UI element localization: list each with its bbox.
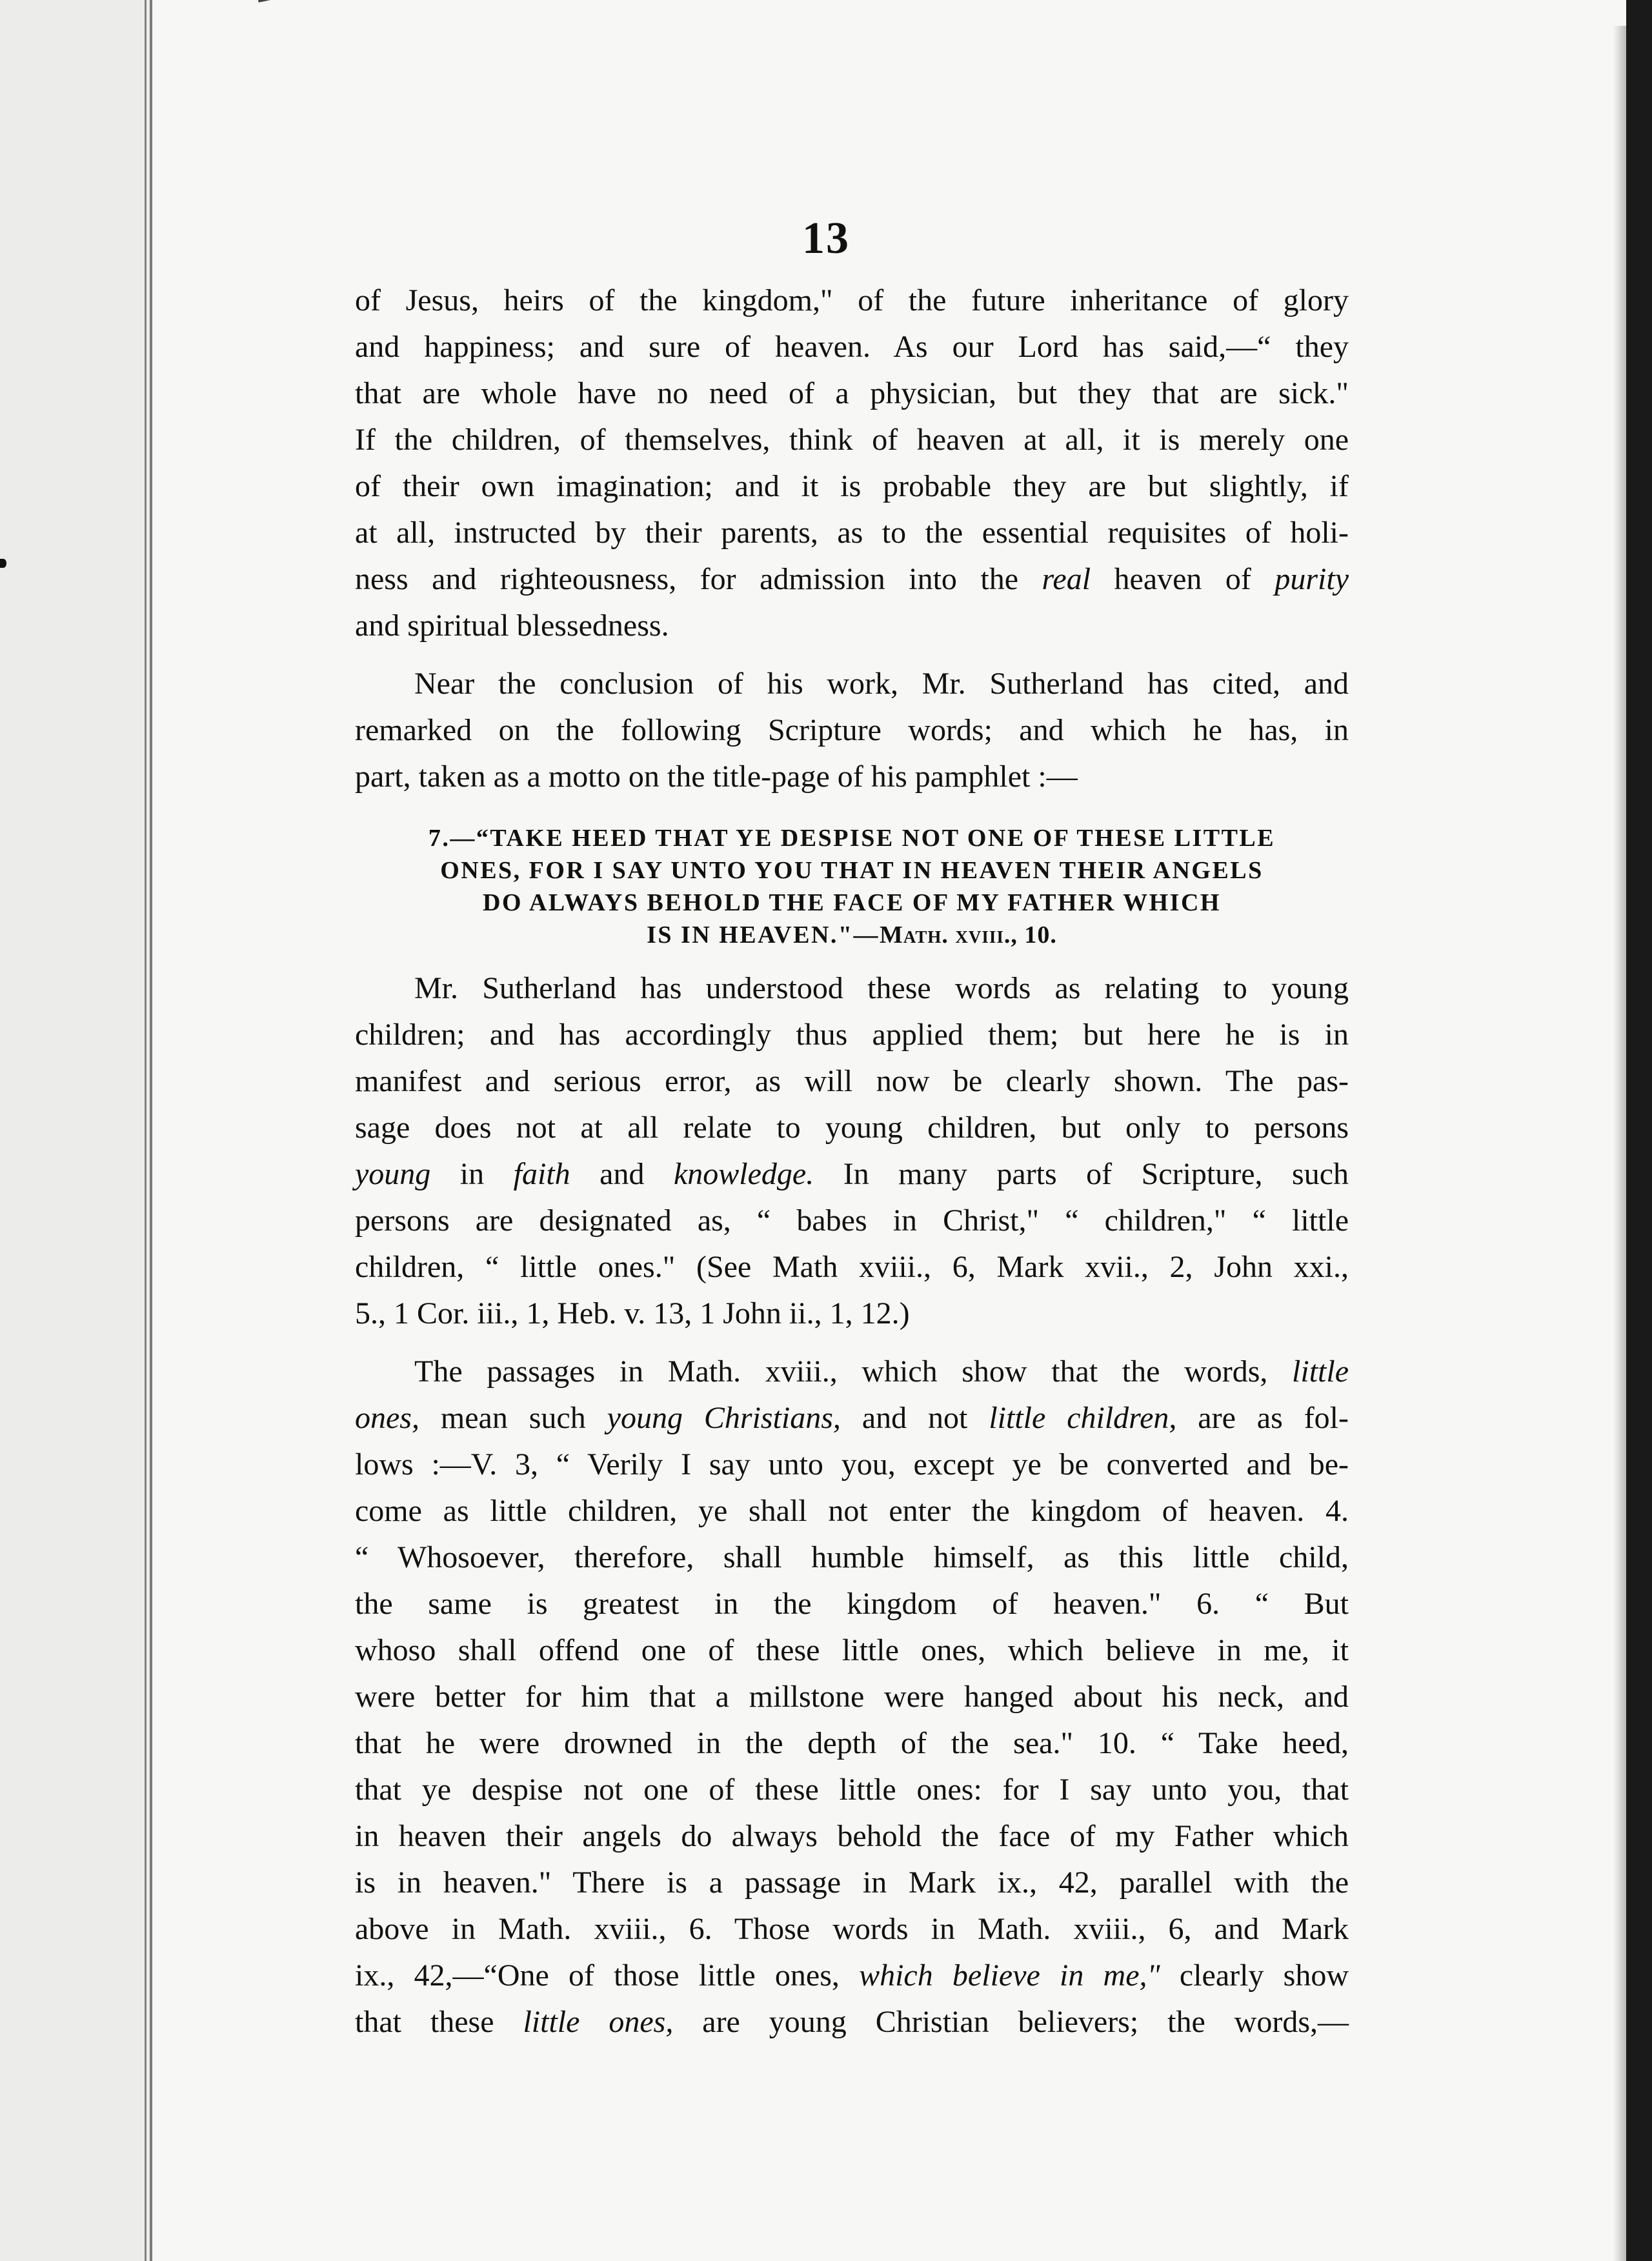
text-line: Near the conclusion of his work, Mr. Sutherland has cited, and [414,667,1349,701]
italic-text: real [1042,562,1091,596]
text-line: part, taken as a motto on the title-page of his pamphlet :— [355,759,1078,794]
text-line: in heaven their angels do always behold the face of my Father which [355,1819,1349,1853]
text-line [355,1349,1349,1395]
paragraph-error-explanation [355,965,1349,1337]
text-run: ness and righteousness, for admission into the [355,562,1042,596]
paragraph-sutherland-intro [355,661,1349,800]
text-line: that ye despise not one of these little ones: for I say unto you, that [355,1773,1349,1807]
text-line: lows :—V. 3, “ Verily I say unto you, except ye be converted and be- [355,1447,1349,1482]
text-run: clearly show [1160,1958,1349,1993]
text-line: persons are designated as, “ babes in Christ," “ children," “ little [355,1203,1349,1238]
quote-line: DO ALWAYS BEHOLD THE FACE OF MY FATHER WHICH [483,889,1221,916]
right-scan-border [1626,0,1652,2261]
text-line: whoso shall offend one of these little ones, which believe in me, it [355,1633,1349,1667]
page-number: 13 [802,214,850,263]
text-run: and [570,1157,674,1191]
text-line: children; and has accordingly thus applied them; but here he is in [355,1018,1349,1052]
italic-text: little [1292,1354,1349,1389]
text-line [355,1953,1349,1999]
right-page-shadow [1613,26,1626,2261]
text-line: 5., 1 Cor. iii., 1, Heb. v. 13, 1 John ii., 1, 12.) [355,1296,910,1331]
margin-mark [0,559,6,568]
text-run: and not [840,1401,989,1435]
italic-text: knowledge. [673,1157,814,1191]
italic-text: young [355,1157,431,1191]
italic-text: young Christians, [607,1401,841,1435]
text-line: sage does not at all relate to young children, but only to persons [355,1110,1349,1145]
paragraph-gap [355,1337,1349,1349]
italic-text: little children, [989,1401,1177,1435]
binding-line [145,0,146,2261]
text-line: Mr. Sutherland has understood these words as relating to young [414,971,1349,1005]
text-line: above in Math. xviii., 6. Those words in Math. xviii., 6, and Mark [355,1912,1349,1946]
text-line: and happiness; and sure of heaven. As our Lord has said,—“ they [355,330,1349,364]
text-line: of Jesus, heirs of the kingdom," of the future inheritance of glory [355,283,1349,317]
text-run: mean such [419,1401,607,1435]
page-body [355,277,1349,2045]
paragraph-math-passages [355,1349,1349,2045]
italic-text: little ones, [523,2005,674,2039]
scripture-quote-heading [355,822,1349,951]
text-line [355,556,1349,603]
text-line: remarked on the following Scripture words; and which he has, in [355,713,1349,747]
text-run: heaven of [1091,562,1275,596]
text-run: are as fol- [1176,1401,1349,1435]
italic-text: ones, [355,1401,419,1435]
text-run: that these [355,2005,523,2039]
quote-line: ONES, FOR I SAY UNTO YOU THAT IN HEAVEN THEIR ANGELS [440,857,1264,884]
text-line: If the children, of themselves, think of heaven at all, it is merely one [355,423,1349,457]
text-line: that he were drowned in the depth of the sea." 10. “ Take heed, [355,1726,1349,1760]
paragraph-continuation [355,277,1349,649]
text-run: are young Christian believers; the words,— [673,2005,1349,2039]
text-run: The passages in Math. xviii., which show that the words, [414,1354,1293,1389]
text-line: children, “ little ones." (See Math xviii., 6, Mark xvii., 2, John xxi., [355,1250,1349,1284]
text-line: come as little children, ye shall not enter the kingdom of heaven. 4. [355,1494,1349,1528]
text-line: the same is greatest in the kingdom of heaven." 6. “ But [355,1587,1349,1621]
quote-line [355,919,1349,951]
text-line: “ Whosoever, therefore, shall humble himself, as this little child, [355,1540,1349,1574]
quote-text: IS IN HEAVEN."— [647,921,880,949]
left-page-edge [0,0,152,2261]
scripture-reference: Math. xviii., 10. [880,921,1057,949]
text-line: were better for him that a millstone were hanged about his neck, and [355,1680,1349,1714]
italic-text: which believe in me," [859,1958,1160,1993]
text-run: ix., 42,—“One of those little ones, [355,1958,860,1993]
quote-line: 7.—“TAKE HEED THAT YE DESPISE NOT ONE OF THESE LITTLE [428,825,1276,852]
text-line [355,1395,1349,1442]
text-run: In many parts of Scripture, such [814,1157,1349,1191]
text-line: that are whole have no need of a physician, but they that are sick." [355,376,1349,410]
italic-text: purity [1274,562,1349,596]
text-line: of their own imagination; and it is probable they are but slightly, if [355,469,1349,503]
text-line: at all, instructed by their parents, as to the essential requisites of holi- [355,516,1349,550]
text-line [355,1151,1349,1198]
text-line: manifest and serious error, as will now be clearly shown. The pas- [355,1064,1349,1098]
text-run: in [430,1157,514,1191]
text-line: and spiritual blessedness. [355,608,669,643]
text-line: is in heaven." There is a passage in Mark ix., 42, parallel with the [355,1865,1349,1900]
paragraph-gap [355,649,1349,661]
text-line [355,1999,1349,2045]
italic-text: faith [513,1157,570,1191]
